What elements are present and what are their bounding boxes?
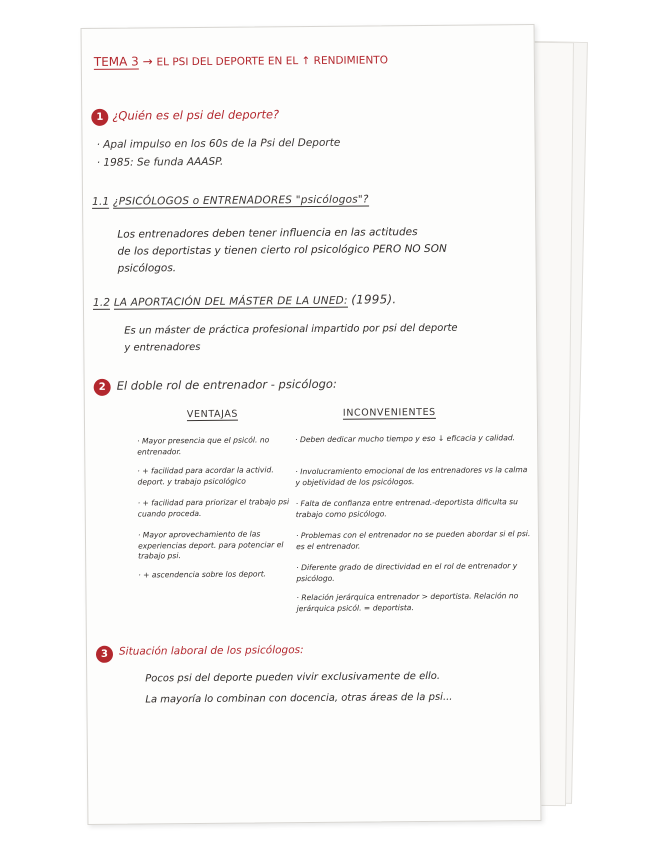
subsection-heading bbox=[93, 292, 397, 309]
subsection-number: 1.1 bbox=[91, 195, 110, 208]
paragraph-line: de los deportistas y tienen cierto rol psicológico PERO NO SON bbox=[117, 242, 447, 258]
section-number-badge: 3 bbox=[96, 646, 113, 663]
section-heading: El doble rol de entrenador - psicólogo: bbox=[116, 376, 337, 393]
arrow-icon: → bbox=[142, 54, 153, 69]
ventaja-item: · + facilidad para acordar la activid. deport. y trabajo psicológico bbox=[137, 465, 274, 487]
inconveniente-item: · Problemas con el entrenador no se pueden abordar si el psi. es el entrenador. bbox=[295, 529, 531, 551]
inconveniente-item: · Deben dedicar mucho tiempo y eso ↓ eficacia y calidad. bbox=[295, 433, 516, 445]
section-heading: ¿Quién es el psi del deporte? bbox=[112, 107, 280, 123]
paragraph-line: psicólogos. bbox=[117, 262, 177, 275]
tema-label: TEMA 3 bbox=[93, 54, 139, 69]
bullet-line: · Apal impulso en los 60s de la Psi del Deporte bbox=[96, 136, 341, 151]
inconveniente-item: · Diferente grado de directividad en el rol de entrenador y psicólogo. bbox=[296, 561, 518, 583]
paragraph-line: Los entrenadores deben tener influencia en las actitudes bbox=[117, 226, 418, 241]
paragraph-line: Es un máster de práctica profesional impartido por psi del deporte bbox=[124, 322, 458, 337]
subsection-number: 1.2 bbox=[92, 296, 111, 309]
inconveniente-item: · Involucramiento emocional de los entrenadores vs la calma y objetividad de los psicólogos. bbox=[295, 465, 528, 487]
ventaja-item: · Mayor presencia que el psicól. no entrenador. bbox=[137, 435, 270, 457]
ventaja-item: · + facilidad para priorizar el trabajo psi cuando proceda. bbox=[137, 497, 290, 519]
paragraph-line: y entrenadores bbox=[124, 341, 201, 354]
column-heading-ventajas: VENTAJAS bbox=[186, 408, 239, 421]
paragraph-line: Pocos psi del deporte pueden vivir exclusivamente de ello. bbox=[145, 670, 441, 685]
ventaja-item: · + ascendencia sobre los deport. bbox=[138, 569, 267, 580]
notebook-page bbox=[81, 24, 542, 825]
bullet-line: · 1985: Se funda AAASP. bbox=[96, 155, 224, 169]
inconveniente-item: · Falta de confianza entre entrenad.-deportista dificulta su trabajo como psicólogo. bbox=[295, 497, 518, 519]
section-heading: Situación laboral de los psicólogos: bbox=[118, 644, 304, 658]
subsection-title: ¿PSICÓLOGOS o ENTRENADORES "psicólogos"? bbox=[112, 193, 369, 208]
inconveniente-item: · Relación jerárquica entrenador > deportista. Relación no jerárquica psicól. = deportista. bbox=[296, 591, 519, 613]
column-heading-inconvenientes: INCONVENIENTES bbox=[342, 406, 436, 419]
section-number-badge: 1 bbox=[91, 109, 108, 126]
page-header bbox=[94, 52, 388, 69]
subsection-title: LA APORTACIÓN DEL MÁSTER DE LA UNED: bbox=[113, 294, 348, 309]
subsection-year: (1995). bbox=[351, 292, 397, 307]
subsection-heading bbox=[92, 193, 369, 207]
page-title: EL PSI DEL DEPORTE EN EL ↑ RENDIMIENTO bbox=[156, 54, 389, 69]
paragraph-line: La mayoría lo combinan con docencia, otras áreas de la psi... bbox=[145, 691, 453, 706]
section-number-badge: 2 bbox=[94, 379, 111, 396]
ventaja-item: · Mayor aprovechamiento de las experiencias deport. para potenciar el trabajo psi. bbox=[137, 529, 284, 561]
